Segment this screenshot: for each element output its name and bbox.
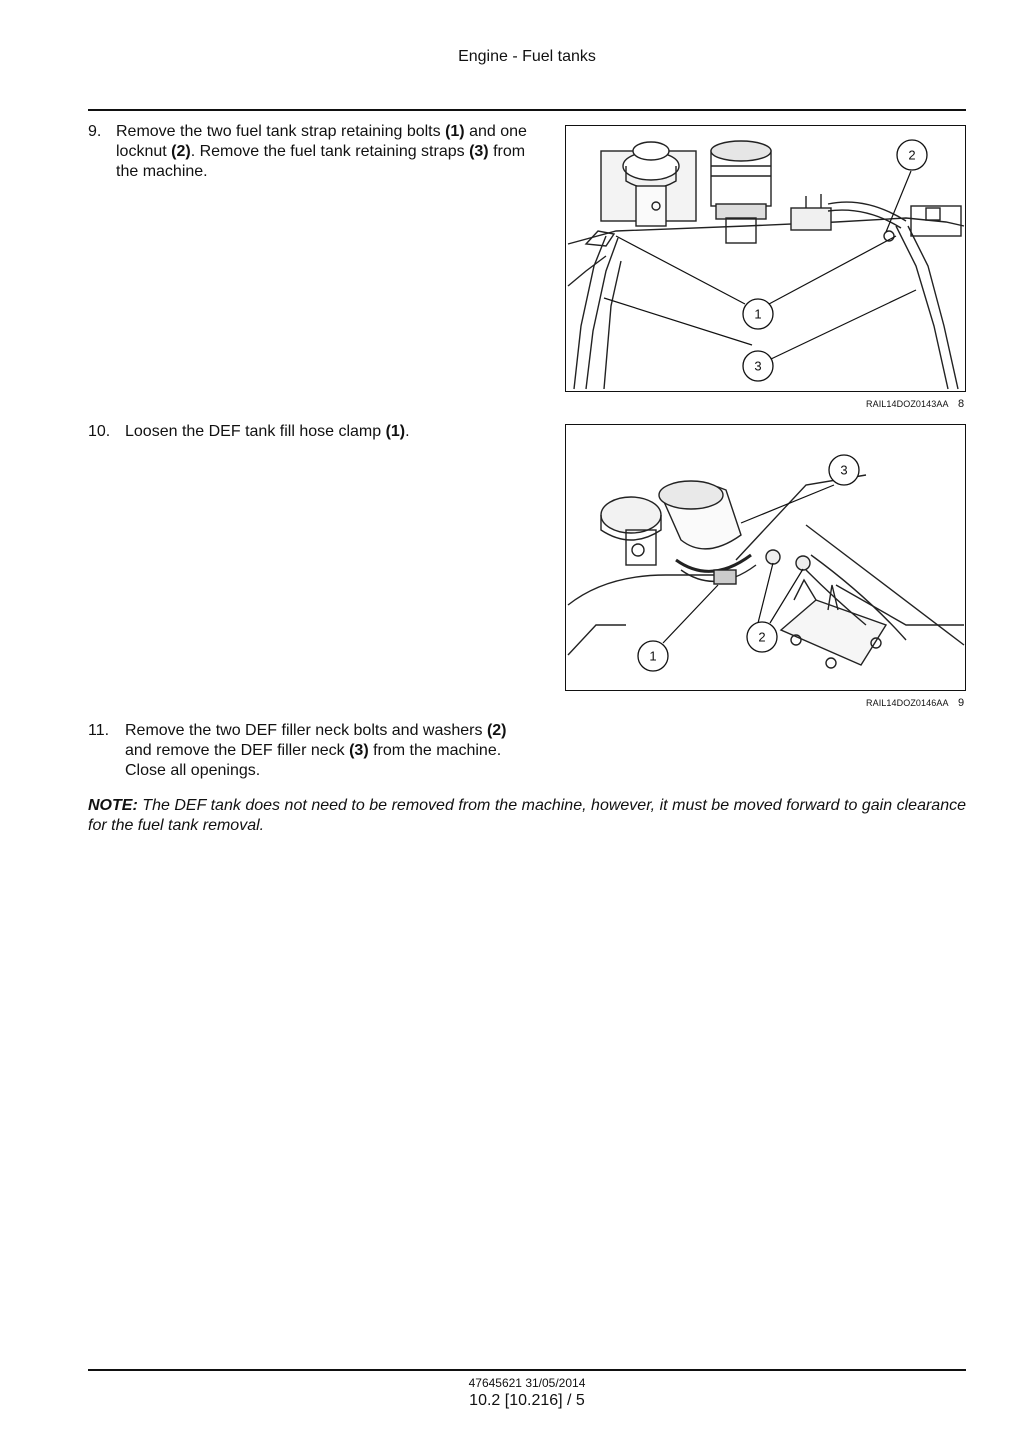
svg-text:3: 3 — [840, 462, 848, 478]
step-text: Loosen the DEF tank fill hose clamp (1). — [125, 423, 410, 440]
callout-2 — [747, 622, 777, 652]
note-paragraph — [88, 796, 966, 836]
svg-text:2: 2 — [758, 629, 766, 645]
footer-doc-id: 47645621 31/05/2014 — [468, 1376, 586, 1390]
callout-ref: (1) — [385, 423, 406, 440]
note-label: NOTE: — [88, 797, 138, 814]
step-text: Remove the two fuel tank strap retaining bolts (1) and one locknut (2). Remove the fuel tank retaining straps (3) from the machine. — [116, 123, 527, 180]
callout-2 — [897, 140, 927, 170]
figure-number: 8 — [958, 398, 965, 410]
step-number: 10. — [88, 423, 111, 440]
page-header-title: Engine - Fuel tanks — [458, 48, 596, 65]
fuel-tank-illustration — [566, 126, 965, 391]
callout-ref: (1) — [445, 123, 465, 140]
callout-3 — [829, 455, 859, 485]
step-number: 11. — [88, 722, 110, 739]
svg-text:3: 3 — [754, 358, 762, 374]
step-number: 9. — [88, 123, 102, 140]
step-9 — [88, 122, 528, 182]
note-text: The DEF tank does not need to be removed from the machine, however, it must be moved forward to gain clearance for the fuel tank removal. — [88, 797, 966, 834]
figure-def-filler-neck — [565, 424, 966, 691]
def-filler-illustration — [566, 425, 965, 690]
footer-rule — [88, 1369, 966, 1371]
footer-page-number: 10.2 [10.216] / 5 — [469, 1392, 585, 1409]
svg-text:1: 1 — [754, 306, 762, 322]
callout-ref: (3) — [469, 143, 489, 160]
svg-text:2: 2 — [908, 147, 916, 163]
figure-caption: RAIL14DOZ0143AA — [866, 399, 949, 409]
header-rule — [88, 109, 966, 111]
figure-fuel-tank-straps — [565, 125, 966, 392]
callout-1 — [638, 641, 668, 671]
callout-ref: (3) — [349, 742, 369, 759]
step-10 — [88, 422, 528, 442]
step-11 — [88, 721, 528, 781]
callout-3 — [743, 351, 773, 381]
figure-number: 9 — [958, 697, 965, 709]
figure-caption: RAIL14DOZ0146AA — [866, 698, 949, 708]
callout-ref: (2) — [171, 143, 191, 160]
svg-text:1: 1 — [649, 648, 657, 664]
callout-1 — [743, 299, 773, 329]
callout-ref: (2) — [486, 722, 507, 739]
step-text: Remove the two DEF filler neck bolts and washers (2) and remove the DEF filler neck (3) from the machine. Close all openings. — [125, 722, 507, 779]
